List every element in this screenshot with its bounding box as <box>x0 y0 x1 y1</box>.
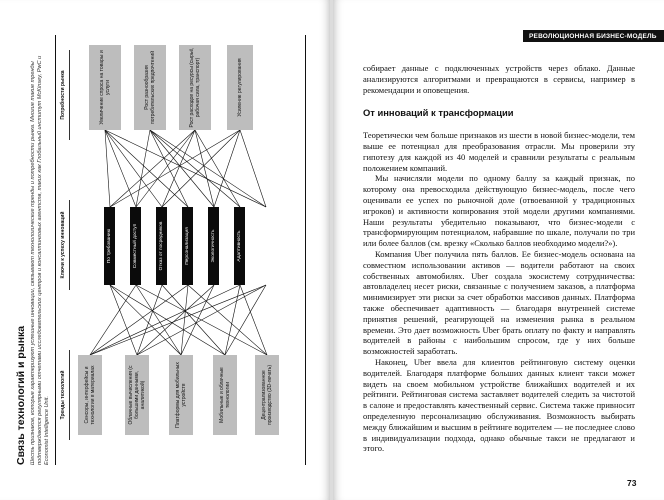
running-header: РЕВОЛЮЦИОННАЯ БИЗНЕС-МОДЕЛЬ <box>523 30 664 42</box>
innovation-key-box: Совместный доступ <box>130 207 141 285</box>
left-page <box>0 0 330 500</box>
paragraph: Теоретически чем больше признаков из шести в новой бизнес-модели, тем выше ее потенциал для преобразования отрасли. Мы проверили эту гипотезу для каждой из 40 моделей и сравнили результаты с реальным положением компаний. <box>363 130 635 173</box>
market-needs-heading: Потребности рынка <box>60 70 66 120</box>
tech-trends-heading: Тренды технологий <box>60 370 66 420</box>
innovation-key-box: Адаптивность <box>234 207 245 285</box>
tech-trend-box: Платформы для мобильных устройств <box>169 355 193 435</box>
section-heading: От инноваций к трансформации <box>363 107 514 119</box>
paragraph: Наконец, Uber ввела для клиентов рейтинговую систему оценки водителей. Благодаря платформе больших данных клиент такси может видеть на своем мобильном устройстве ближайших водителей и их рейтинги. Рейтинговая система заставляет водителей следить за чистотой в салоне и предоставлять качественный сервис. Система также привносит определенную персонализацию обслуживания. Возможность выбирать между ближайшим и высшим в рейтинге водителем — не последнее слово в индивидуализации подхода, однако обычные такси не предлагают и этого. <box>363 356 635 454</box>
paragraph: Компания Uber получила пять баллов. Ее бизнес-модель основана на совместном использовании активов — водители работают на своих собственных автомобилях. Uber создала экосистему сотрудничества: автовладелец несет риски, связанные с получением заказов, а платформа минимизирует эти риски за счет обработки массивов данных. Платформа также обеспечивает адаптивность — благодаря внутренней системе принятия решений, реагирующей на изменения рынка в реальном времени. Это дает возможность Uber брать оплату по факту и направлять водителей в районы с наибольшим спросом, где у них больше возможностей заработать. <box>363 248 635 357</box>
figure-caption: Шесть признаков, которые характеризуют успешные инновации, связывают технологические тренды и потребности рынка. Многие такие тренды подтверждаются регулярными отчетами исследовательских центров и консалтинговых агентств, таких как Глобальный институт McKinsey, PwC и Economist Intelligence Unit. <box>30 55 50 465</box>
figure-title: Связь технологий и рынка <box>15 325 27 465</box>
body-text <box>363 63 635 454</box>
tech-trend-box: Децентрализованное производство (3D-печать) <box>255 355 279 435</box>
innovation-key-box: Персонализация <box>182 207 193 285</box>
market-need-box: Рост разнообразия потребительских предпочтений <box>134 45 166 130</box>
figure-bottom-rule <box>305 35 306 465</box>
paragraph: собирает данные с подключенных устройств через облако. Данные анализируются алгоритмами и превращаются в сервисы, например в рекомендации и оповещения. <box>363 63 635 95</box>
tech-trend-box: Мобильные и облачные технологии <box>213 355 237 435</box>
market-need-box: Усиление регулирования <box>227 45 253 130</box>
paragraph: Мы начисляли модели по одному баллу за каждый признак, по которому она превосходила действующую бизнес-модель, после чего оценивали ее успех по рыночной доле (отвоеванной у традиционных игроков) и активности копирования этой модели другими компаниями. Наши результаты убедительно показывают, что бизнес-модели с трансформирующим потенциалом, набравшие по шкале, получали по три или более баллов (см. врезку «Сколько баллов необходимо модели?»). <box>363 173 635 249</box>
rotated-figure <box>15 35 315 465</box>
market-need-box: Рост расходов на ресурсы (сырьё, рабочая сила, транспорт) <box>179 45 211 130</box>
tech-trend-box: Сенсоры, интерфейсы и технологии в материалах <box>78 355 102 435</box>
right-page <box>333 0 664 500</box>
page-number: 73 <box>627 478 637 488</box>
innovation-keys-heading: Ключи к успеху инноваций <box>60 211 66 279</box>
market-need-box: Увеличение спроса на товары и услуги <box>89 45 121 130</box>
innovation-key-box: Экологичность <box>208 207 219 285</box>
innovation-key-box: По требованию <box>104 207 115 285</box>
innovation-key-box: Отказ от посредников <box>156 207 167 285</box>
tech-trend-box: Облачные вычисления (с большими данными, аналитикой) <box>125 355 149 435</box>
